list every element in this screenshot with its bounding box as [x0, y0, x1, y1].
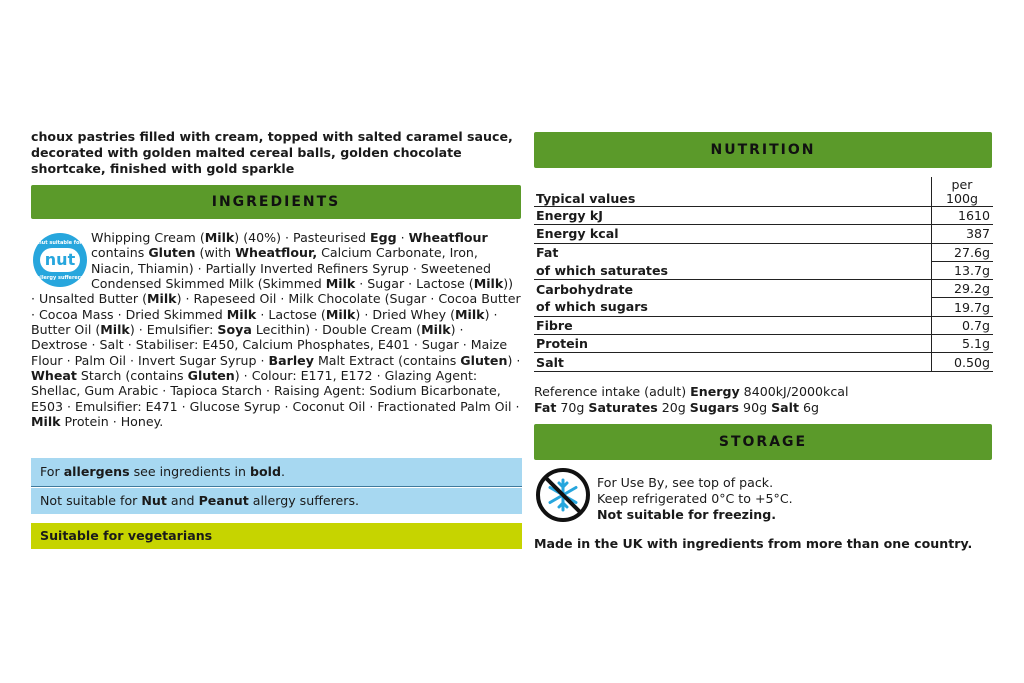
nutrient-value: 0.7g	[932, 316, 994, 334]
storage-title: STORAGE	[718, 434, 808, 450]
origin-statement: Made in the UK with ingredients from more than one country.	[534, 536, 973, 551]
nutrient-label: Energy kcal	[534, 225, 932, 243]
nutrient-value: 19.7g	[932, 298, 994, 316]
nutrition-row	[534, 243, 993, 261]
ingredient-text: ) · Emulsifier:	[129, 322, 218, 338]
nutrient-label: Fat	[536, 244, 559, 260]
storage-line-2: Keep refrigerated 0°C to +5°C.	[597, 491, 793, 506]
ingredient-text: Milk	[473, 276, 504, 292]
nutrient-value: 29.2g	[932, 280, 994, 298]
nutrition-title: NUTRITION	[710, 142, 816, 158]
ingredient-text: ) ·	[507, 352, 521, 368]
ingredient-text: ) · Dried Whey (	[355, 306, 456, 322]
ingredient-text: Milk	[31, 414, 61, 430]
nutrition-header-value	[932, 177, 994, 207]
nutrient-label: Salt	[534, 353, 932, 371]
allergen-note-text: For	[40, 464, 64, 479]
allergy-note-box	[31, 488, 522, 514]
allergen-note-text: allergens	[63, 464, 130, 479]
nut-free-badge-icon	[33, 233, 87, 287]
reference-text: 20g	[657, 400, 690, 415]
ingredient-text: Gluten	[148, 245, 196, 261]
product-description: choux pastries filled with cream, topped with salted caramel sauce, decorated with golden malted cereal balls, golden chocolate shortcake, finished with gold sparkle	[31, 129, 513, 176]
allergen-note-text: bold	[250, 464, 281, 479]
storage-banner	[534, 424, 992, 460]
nutrition-row	[534, 207, 993, 225]
nutrient-label: of which saturates	[534, 261, 932, 279]
ingredient-text: Wheat	[31, 368, 77, 384]
ingredient-text: ) · Butter Oil (	[31, 306, 498, 338]
nutrient-value: 5.1g	[932, 335, 994, 353]
reference-text: Fat	[534, 400, 557, 415]
ingredient-text: Milk	[455, 306, 485, 322]
nutrient-label: Carbohydrate	[536, 281, 634, 297]
ingredients-title: INGREDIENTS	[211, 194, 341, 210]
allergy-note-text: and	[166, 493, 199, 508]
nutrient-label: Energy kJ	[534, 207, 932, 225]
reference-text: Sugars	[689, 400, 740, 415]
ingredient-text: Whipping Cream (	[91, 230, 205, 245]
ingredient-text: Milk	[325, 276, 356, 292]
ingredient-text: ) (40%) · Pasteurised	[234, 230, 370, 245]
reference-text: 70g	[556, 400, 589, 415]
ingredient-text: Protein · Honey.	[60, 414, 164, 430]
allergy-note-text: allergy sufferers.	[248, 493, 360, 508]
storage-line-3: Not suitable for freezing.	[597, 507, 777, 522]
nutrition-header-row	[534, 177, 993, 207]
ingredients-banner	[31, 185, 521, 219]
header-per: per	[951, 177, 973, 192]
ingredient-text: · Sugar · Lactose (	[355, 276, 474, 292]
badge-bottom-text: allergy sufferers	[36, 275, 84, 281]
ingredient-text: Lecithin) · Double Cream (	[251, 322, 422, 338]
ingredient-text: )) · Unsalted Butter (	[31, 276, 514, 307]
nutrient-value: 1610	[932, 207, 994, 225]
allergen-note-box	[31, 458, 522, 486]
ingredient-text: Calcium Carbonate, Iron, Niacin, Thiamin) · Partially Inverted Refiners Syrup · Sweetened Condensed Skimmed Milk (Skimmed	[91, 245, 492, 292]
ingredient-text: Milk	[204, 230, 235, 245]
ingredient-text: ·	[396, 230, 409, 245]
ingredient-text: Wheatflour,	[235, 245, 318, 261]
reference-text: Saturates	[588, 400, 658, 415]
reference-text: 6g	[798, 400, 819, 415]
allergy-note-text: Nut	[141, 493, 167, 508]
nutrition-row	[534, 280, 993, 298]
ingredient-text: ) · Rapeseed Oil · Milk Chocolate (Sugar · Cocoa Butter · Cocoa Mass · Dried Skimmed	[31, 291, 521, 322]
nutrition-row	[534, 261, 993, 279]
vegetarian-box	[31, 523, 522, 549]
ingredient-text: ) · Dextrose · Salt · Stabiliser: E450, Calcium Phosphates, E401 · Sugar · Maize Flour · Palm Oil · Invert Sugar Syrup ·	[31, 322, 508, 368]
ingredient-text: Milk	[147, 291, 177, 307]
ingredient-text: Milk	[226, 306, 257, 322]
nutrient-value: 0.50g	[932, 353, 994, 371]
nutrition-table	[534, 177, 993, 372]
ingredients-text	[31, 230, 521, 429]
header-100g: 100g	[945, 191, 979, 206]
ingredient-text: Malt Extract (contains	[313, 352, 461, 368]
nutrition-header-label: Typical values	[534, 177, 932, 207]
allergy-note-text: Not suitable for	[40, 493, 142, 508]
nutrition-row	[534, 298, 993, 316]
nutrition-row	[534, 225, 993, 243]
reference-line-2	[534, 400, 994, 416]
nutrition-banner	[534, 132, 992, 168]
allergy-note	[31, 488, 522, 514]
reference-text: Energy	[690, 384, 740, 399]
ingredient-text: Gluten	[460, 352, 508, 368]
nutrient-value: 27.6g	[932, 243, 994, 261]
reference-text: Salt	[771, 400, 799, 415]
ingredient-text: ) · Colour: E171, E172 · Glazing Agent: Shellac, Gum Arabic · Tapioca Starch · Raising Agent: Sodium Bicarbonate, E503 · Emulsifier: E471 · Glucose Syrup · Coconut Oil · Fractionated Palm Oil ·	[31, 368, 520, 414]
reference-text: Reference intake (adult)	[534, 384, 691, 399]
ingredient-text: Gluten	[187, 368, 235, 384]
nutrition-row	[534, 353, 993, 371]
badge-word: nut	[40, 248, 80, 272]
badge-top-text: nut suitable for	[38, 240, 82, 246]
nutrient-value: 13.7g	[932, 261, 994, 279]
reference-text: 90g	[739, 400, 772, 415]
allergen-note-text: .	[281, 464, 286, 479]
ingredient-text: · Lactose (	[256, 306, 326, 322]
allergen-note	[31, 458, 522, 486]
ingredient-text: Soya	[217, 322, 252, 338]
allergy-note-text: Peanut	[198, 493, 249, 508]
ingredient-text: (with	[195, 245, 236, 261]
ingredient-text: Milk	[100, 322, 130, 338]
divider	[31, 486, 522, 487]
allergen-note-text: see ingredients in	[129, 464, 250, 479]
nutrient-label: Fibre	[534, 316, 932, 334]
nutrient-value: 387	[932, 225, 994, 243]
vegetarian-label: Suitable for vegetarians	[40, 528, 213, 543]
no-freeze-icon	[535, 467, 591, 523]
ingredient-text: Milk	[325, 306, 356, 322]
reference-text: 8400kJ/2000kcal	[739, 384, 849, 399]
reference-intake	[534, 384, 994, 416]
ingredient-text: Starch (contains	[76, 368, 188, 384]
storage-text	[597, 475, 897, 523]
nutrient-label: Protein	[534, 335, 932, 353]
nutrition-row	[534, 335, 993, 353]
nutrition-row	[534, 316, 993, 334]
ingredient-text: contains	[91, 245, 149, 261]
ingredient-text: Barley	[268, 352, 314, 368]
ingredient-text: Milk	[421, 322, 451, 338]
ingredient-text: Egg	[370, 230, 397, 245]
ingredient-text: Wheatflour	[408, 230, 488, 245]
storage-line-1: For Use By, see top of pack.	[597, 475, 774, 490]
nutrient-label: of which sugars	[534, 298, 932, 316]
reference-line-1	[534, 384, 994, 400]
ingredients-list	[31, 230, 521, 429]
